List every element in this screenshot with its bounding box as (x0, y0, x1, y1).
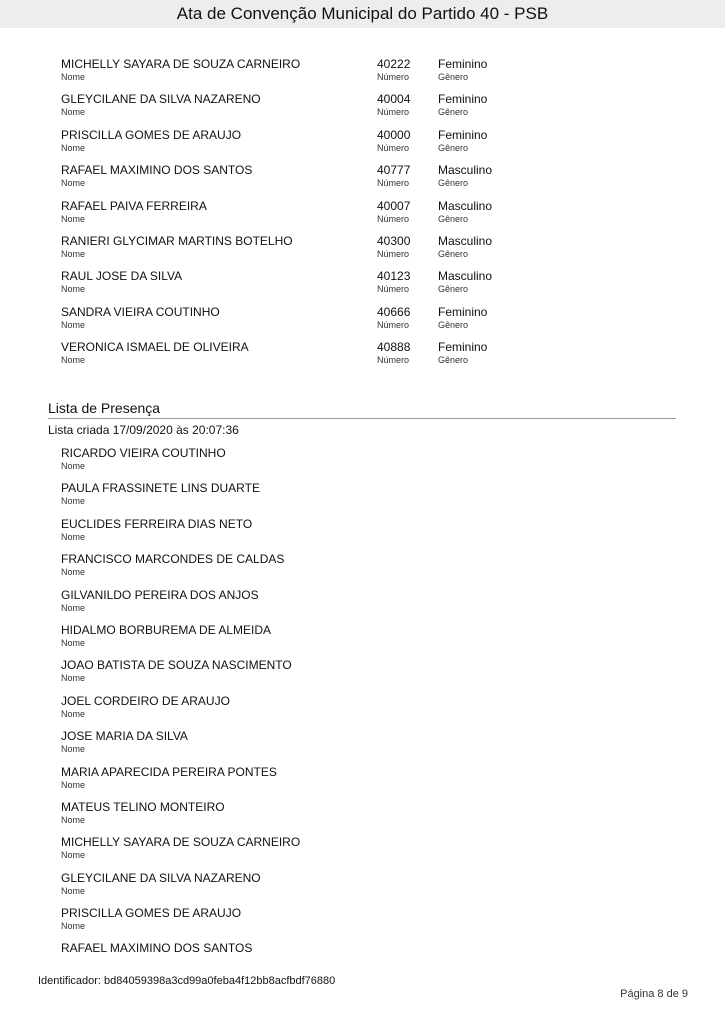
attendee-name: GLEYCILANE DA SILVA NAZARENO (61, 870, 261, 885)
candidate-number-value: 40666 (377, 304, 411, 319)
attendee-row (0, 446, 725, 481)
candidate-row (0, 340, 725, 375)
attendee-row (0, 658, 725, 693)
candidate-number-cell (377, 199, 410, 225)
candidate-name-cell (61, 340, 249, 366)
candidate-row (0, 128, 725, 163)
attendee-name-label: Nome (61, 496, 86, 507)
candidate-name-value: RAFAEL MAXIMINO DOS SANTOS (61, 163, 253, 178)
candidate-row (0, 57, 725, 92)
candidate-number-label: Número (377, 248, 410, 259)
candidate-gender-cell (438, 340, 487, 366)
attendee-name: RAFAEL MAXIMINO DOS SANTOS (61, 941, 253, 956)
attendee-name-label: Nome (61, 921, 86, 932)
attendee-name-cell (61, 729, 188, 755)
attendee-name: PAULA FRASSINETE LINS DUARTE (61, 481, 260, 496)
candidate-gender-value: Feminino (438, 127, 488, 142)
attendee-row (0, 588, 725, 623)
candidate-number-value: 40300 (377, 233, 411, 248)
attendee-row (0, 481, 725, 516)
candidate-row (0, 199, 725, 234)
candidate-name-label: Nome (61, 142, 86, 153)
attendee-row (0, 765, 725, 800)
candidate-number-cell (377, 340, 410, 366)
attendee-name-cell (61, 481, 260, 507)
attendee-name-label: Nome (61, 850, 86, 861)
candidate-row (0, 234, 725, 269)
attendee-name: PRISCILLA GOMES DE ARAUJO (61, 906, 242, 921)
candidate-number-label: Número (377, 178, 410, 189)
candidate-name-cell (61, 269, 182, 295)
candidate-gender-cell (438, 128, 487, 154)
candidate-name-cell (61, 92, 261, 118)
candidate-name-value: MICHELLY SAYARA DE SOUZA CARNEIRO (61, 57, 301, 71)
candidate-name-cell (61, 163, 252, 189)
attendee-name-label: Nome (61, 673, 86, 684)
candidate-number-value: 40777 (377, 163, 411, 178)
attendee-name-cell (61, 800, 225, 826)
attendee-row (0, 623, 725, 658)
candidate-row (0, 92, 725, 127)
attendee-name-cell (61, 694, 230, 720)
candidate-gender-cell (438, 57, 487, 83)
attendee-name: FRANCISCO MARCONDES DE CALDAS (61, 552, 285, 567)
attendee-name-cell (61, 588, 259, 614)
attendee-name-cell (61, 835, 300, 861)
candidate-gender-label: Gênero (438, 178, 469, 189)
candidate-gender-label: Gênero (438, 107, 469, 118)
candidate-row (0, 269, 725, 304)
candidate-gender-cell (438, 92, 487, 118)
attendee-name-label: Nome (61, 708, 86, 719)
attendee-row (0, 871, 725, 906)
candidate-gender-cell (438, 163, 492, 189)
candidate-number-cell (377, 57, 410, 83)
candidate-number-value: 40004 (377, 92, 411, 107)
header-bar (0, 0, 725, 28)
candidate-number-cell (377, 92, 410, 118)
candidate-number-cell (377, 163, 410, 189)
attendee-name-label: Nome (61, 461, 86, 471)
candidate-gender-value: Masculino (438, 163, 493, 178)
candidate-name-value: GLEYCILANE DA SILVA NAZARENO (61, 92, 261, 107)
attendee-name: JOSE MARIA DA SILVA (61, 729, 188, 744)
candidate-name-cell (61, 305, 220, 331)
attendee-name-cell (61, 941, 252, 956)
candidate-gender-label: Gênero (438, 284, 469, 295)
presence-section-title: Lista de Presença (48, 400, 676, 419)
candidate-number-cell (377, 234, 410, 260)
candidate-gender-value: Masculino (438, 198, 493, 213)
candidate-name-value: VERONICA ISMAEL DE OLIVEIRA (61, 340, 249, 355)
attendee-name-label: Nome (61, 602, 86, 613)
candidate-gender-label: Gênero (438, 248, 469, 259)
candidate-number-label: Número (377, 284, 410, 295)
attendee-name: MICHELLY SAYARA DE SOUZA CARNEIRO (61, 835, 301, 850)
attendee-name: MARIA APARECIDA PEREIRA PONTES (61, 764, 277, 779)
attendee-name-cell (61, 623, 271, 649)
attendee-name-cell (61, 446, 226, 472)
candidate-row (0, 305, 725, 340)
candidate-name-label: Nome (61, 213, 86, 224)
candidate-name-cell (61, 57, 300, 83)
candidate-number-cell (377, 128, 410, 154)
candidate-gender-label: Gênero (438, 213, 469, 224)
candidate-gender-label: Gênero (438, 355, 469, 366)
candidate-number-label: Número (377, 319, 410, 330)
candidate-number-label: Número (377, 213, 410, 224)
candidate-number-value: 40007 (377, 198, 411, 213)
candidate-number-value: 40222 (377, 57, 411, 71)
candidate-number-label: Número (377, 72, 410, 82)
attendee-row (0, 552, 725, 587)
candidate-name-label: Nome (61, 248, 86, 259)
candidate-gender-label: Gênero (438, 72, 469, 82)
candidate-number-label: Número (377, 107, 410, 118)
attendee-name-label: Nome (61, 885, 86, 896)
presence-list (0, 446, 725, 977)
candidate-gender-value: Feminino (438, 57, 488, 71)
candidate-name-value: PRISCILLA GOMES DE ARAUJO (61, 127, 242, 142)
attendee-name-cell (61, 765, 277, 791)
attendee-name-label: Nome (61, 814, 86, 825)
candidate-gender-label: Gênero (438, 142, 469, 153)
candidate-gender-cell (438, 199, 492, 225)
candidate-name-label: Nome (61, 355, 86, 366)
attendee-name-cell (61, 871, 261, 897)
candidate-name-cell (61, 234, 293, 260)
attendee-row (0, 800, 725, 835)
attendee-row (0, 517, 725, 552)
attendee-name-cell (61, 552, 284, 578)
attendee-row (0, 729, 725, 764)
attendee-name-label: Nome (61, 567, 86, 578)
candidate-name-value: SANDRA VIEIRA COUTINHO (61, 304, 220, 319)
candidate-name-label: Nome (61, 319, 86, 330)
candidate-gender-cell (438, 269, 492, 295)
attendee-name: JOEL CORDEIRO DE ARAUJO (61, 693, 230, 708)
presence-created-date: Lista criada 17/09/2020 às 20:07:36 (48, 423, 239, 437)
candidate-name-label: Nome (61, 72, 86, 82)
candidate-gender-value: Feminino (438, 340, 488, 355)
attendee-name-cell (61, 517, 252, 543)
attendee-name: MATEUS TELINO MONTEIRO (61, 799, 225, 814)
candidate-name-value: RAFAEL PAIVA FERREIRA (61, 198, 207, 213)
attendee-name-cell (61, 658, 292, 684)
attendee-row (0, 941, 725, 976)
candidate-number-cell (377, 269, 410, 295)
attendee-row (0, 694, 725, 729)
candidate-name-label: Nome (61, 284, 86, 295)
candidate-gender-cell (438, 234, 492, 260)
candidate-gender-value: Feminino (438, 92, 488, 107)
document-title: Ata de Convenção Municipal do Partido 40 - PSB (176, 4, 549, 23)
candidate-number-label: Número (377, 355, 410, 366)
attendee-name-cell (61, 906, 241, 932)
attendee-name: GILVANILDO PEREIRA DOS ANJOS (61, 587, 259, 602)
page-number: Página 8 de 9 (620, 988, 688, 1000)
attendee-name-label: Nome (61, 637, 86, 648)
candidate-row (0, 163, 725, 198)
candidate-gender-label: Gênero (438, 319, 469, 330)
attendee-name: RICARDO VIEIRA COUTINHO (61, 446, 226, 460)
attendee-name-label: Nome (61, 744, 86, 755)
candidate-list (0, 57, 725, 376)
candidate-number-label: Número (377, 142, 410, 153)
attendee-name-label: Nome (61, 779, 86, 790)
attendee-name: EUCLIDES FERREIRA DIAS NETO (61, 516, 253, 531)
candidate-name-label: Nome (61, 178, 86, 189)
candidate-number-value: 40123 (377, 269, 411, 284)
candidate-gender-value: Masculino (438, 269, 493, 284)
candidate-name-value: RANIERI GLYCIMAR MARTINS BOTELHO (61, 233, 293, 248)
attendee-row (0, 906, 725, 941)
candidate-number-value: 40000 (377, 127, 411, 142)
candidate-name-cell (61, 128, 241, 154)
candidate-name-value: RAUL JOSE DA SILVA (61, 269, 183, 284)
attendee-name: HIDALMO BORBUREMA DE ALMEIDA (61, 622, 272, 637)
candidate-number-cell (377, 305, 410, 331)
candidate-gender-value: Masculino (438, 233, 493, 248)
candidate-gender-value: Feminino (438, 304, 488, 319)
document-identifier: Identificador: bd84059398a3cd99a0feba4f12bb8acfbdf76880 (38, 975, 336, 987)
candidate-gender-cell (438, 305, 487, 331)
attendee-row (0, 835, 725, 870)
attendee-name-label: Nome (61, 531, 86, 542)
attendee-name: JOAO BATISTA DE SOUZA NASCIMENTO (61, 658, 292, 673)
candidate-name-cell (61, 199, 207, 225)
candidate-name-label: Nome (61, 107, 86, 118)
candidate-number-value: 40888 (377, 340, 411, 355)
